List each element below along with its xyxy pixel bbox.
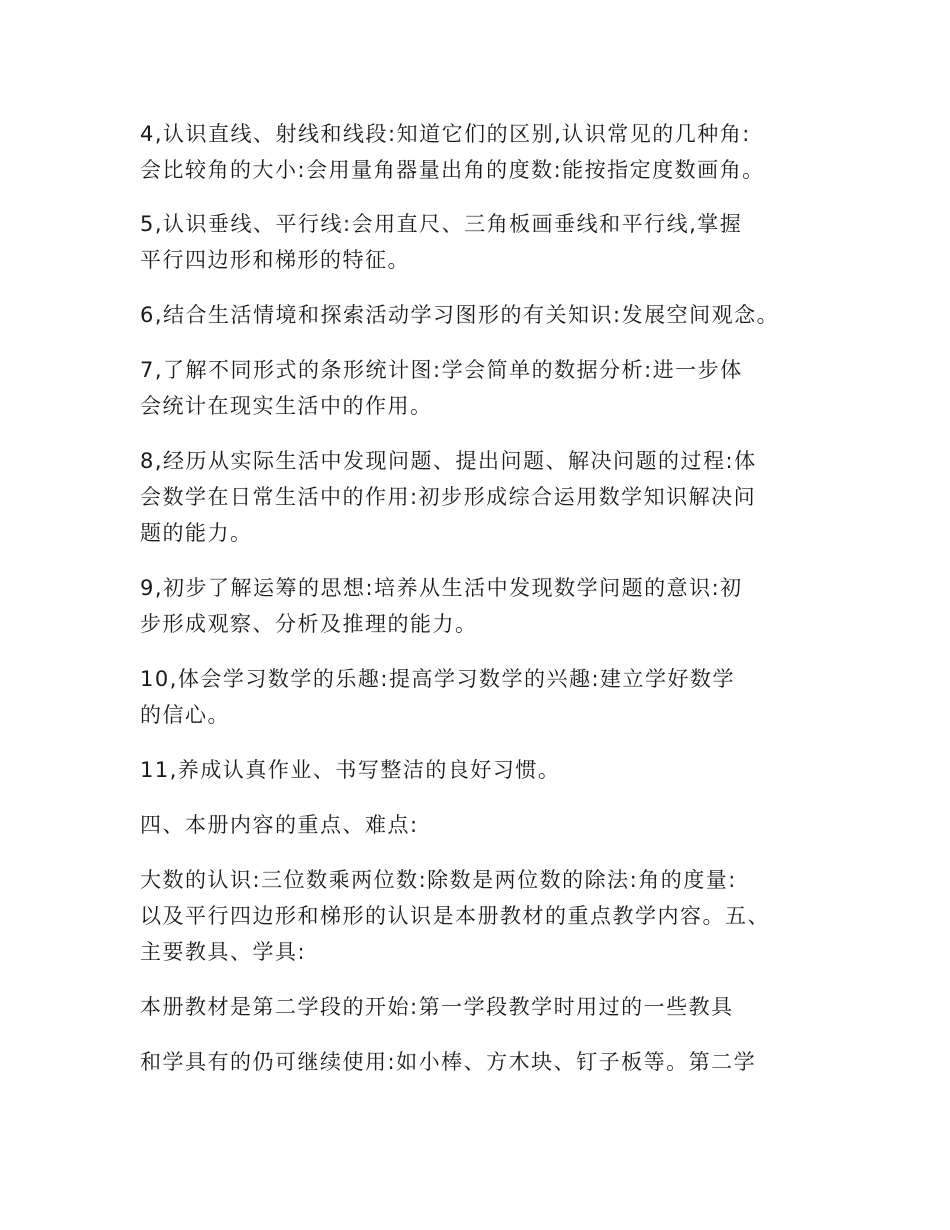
text-line: 4,认识直线、射线和线段:知道它们的区别,认识常见的几种角: [140,122,751,146]
paragraph-item-10 [140,661,735,733]
text-line: 以及平行四边形和梯形的认识是本册教材的重点教学内容。五、 [140,904,770,928]
text-line: 步形成观察、分析及推理的能力。 [140,612,478,636]
text-line: 会数学在日常生活中的作用:初步形成综合运用数学知识解决问 [140,485,757,509]
paragraph-item-8 [140,443,757,551]
paragraph-item-6 [140,297,779,333]
paragraph-item-4 [140,116,765,188]
text-line: 四、本册内容的重点、难点: [140,813,419,837]
text-line: 平行四边形和梯形的特征。 [140,248,410,272]
text-line: 5,认识垂线、平行线:会用直尺、三角板画垂线和平行线,掌握 [140,212,743,236]
paragraph-teaching-aids [140,989,734,1025]
paragraph-item-9 [140,570,743,642]
text-line: 主要教具、学具: [140,940,307,964]
paragraph-item-5 [140,206,742,278]
paragraph-teaching-aids-cont [140,1044,756,1080]
paragraph-item-11 [140,752,560,788]
paragraph-key-points [140,862,770,970]
text-line: 大数的认识:三位数乘两位数:除数是两位数的除法:角的度量: [140,868,737,892]
text-line: 6,结合生活情境和探索活动学习图形的有关知识:发展空间观念。 [140,303,780,327]
section-heading [140,807,419,843]
text-line: 和学具有的仍可继续使用:如小棒、方木块、钉子板等。第二学 [140,1050,757,1074]
text-line: 10,体会学习数学的乐趣:提高学习数学的兴趣:建立学好数学 [140,667,736,691]
text-line: 11,养成认真作业、书写整洁的良好习惯。 [140,758,561,782]
text-line: 题的能力。 [140,521,253,545]
text-line: 会统计在现实生活中的作用。 [140,394,433,418]
text-line: 本册教材是第二学段的开始:第一学段教学时用过的一些教具 [140,995,734,1019]
text-line: 9,初步了解运筹的思想:培养从生活中发现数学问题的意识:初 [140,576,743,600]
text-line: 8,经历从实际生活中发现问题、提出问题、解决问题的过程:体 [140,449,757,473]
text-line: 的信心。 [140,703,230,727]
text-line: 会比较角的大小:会用量角器量出角的度数:能按指定度数画角。 [140,158,765,182]
text-line: 7,了解不同形式的条形统计图:学会简单的数据分析:进一步体 [140,358,743,382]
paragraph-item-7 [140,352,743,424]
